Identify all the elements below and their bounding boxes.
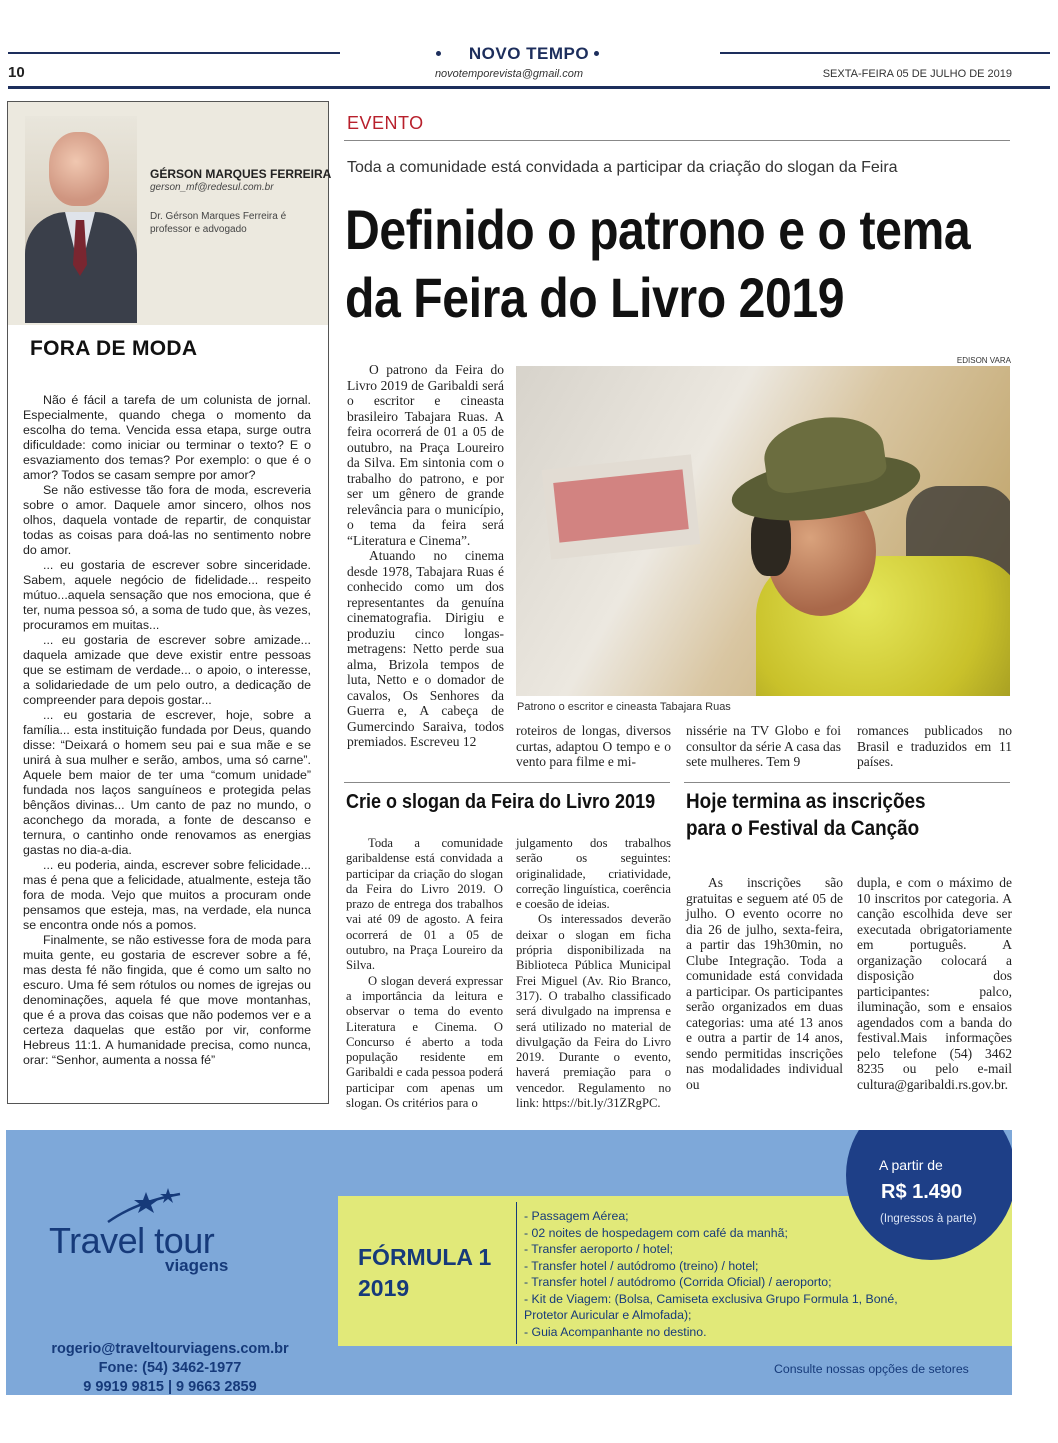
slogan-column-1 xyxy=(346,836,503,1111)
author-photo xyxy=(25,116,137,323)
photo-credit: EDISON VARA xyxy=(956,356,1011,365)
column-title: FORA DE MODA xyxy=(30,337,198,360)
article-column-3 xyxy=(686,723,841,770)
ad-mobiles: 9 9919 9815 | 9 9663 2859 xyxy=(83,1379,257,1395)
slogan-paragraph: O slogan deverá expressar a importância da leitura e observar o tema do evento Literatura e Cinema. O Concurso é aberto a toda população residente em Garibaldi e cada pessoa poderá participar com apenas um slogan. Os critérios para o xyxy=(346,973,503,1111)
paper-email: novotemporevista@gmail.com xyxy=(434,68,584,80)
ad-logo-sub: viagens xyxy=(165,1256,229,1275)
column-paragraph: ... eu gostaria de escrever sobre amizade... daquela amizade que deve existir entre pessoas que se estimam de verdade... o apoio, o interesse, a solidariedade de um pelo outro, a dedicação de compreender para depois gostar... xyxy=(23,633,311,707)
ad-package-list xyxy=(524,1208,898,1340)
ad-contact xyxy=(30,1340,310,1395)
ad-package-item: - Kit de Viagem: (Bolsa, Camiseta exclusiva Grupo Formula 1, Boné, xyxy=(524,1291,898,1306)
headline-line-2: da Feira do Livro 2019 xyxy=(345,266,845,329)
article-subhead: Toda a comunidade está convidada a participar da criação do slogan da Feira xyxy=(347,159,898,176)
author-email: gerson_mf@redesul.com.br xyxy=(150,182,274,193)
ad-package-item: - Passagem Aérea; xyxy=(524,1209,629,1223)
patron-photo xyxy=(516,366,1010,696)
ad-package-item: - Transfer hotel / autódromo (treino) / hotel; xyxy=(524,1258,759,1273)
headline-line-1: Definido o patrono e o tema xyxy=(345,198,971,261)
author-name: GÉRSON MARQUES FERREIRA xyxy=(150,167,332,181)
column-paragraph: Finalmente, se não estivesse fora de moda para muita gente, eu gostaria de escrever sobre a fé, mas desta fé não fingida, que é como um salto no escuro. Uma fé sem rótulos ou nomes de igrejas ou denominações, aquela fé que move montanhas, que é a prova das coisas que não podemos ver e a certeza daquelas que estão por vir, conforme Hebreus 11:1. A humanidade precisa, como nunca, orar: “Senhor, aumenta a nossa fé” xyxy=(23,933,311,1067)
festival-paragraph: As inscrições são gratuitas e seguem até 05 de julho. O evento ocorre no dia 26 de julho, sexta-feira, a partir das 19h30min, no Clube Integração. Toda a comunidade está convidada a participar. Os participantes serão organizados em duas categorias: uma até 13 anos e outra a partir de 14 anos, sendo permitidas inscrições nas modalidades individual ou xyxy=(686,875,843,1092)
slogan-column-2 xyxy=(516,836,671,1111)
article-paragraph: romances publicados no Brasil e traduzidos em 11 países. xyxy=(857,723,1012,769)
festival-rule xyxy=(684,782,1010,783)
ad-formula-line-1: FÓRMULA 1 xyxy=(358,1244,492,1270)
ad-footer-note: Consulte nossas opções de setores xyxy=(774,1362,969,1376)
slogan-title: Crie o slogan da Feira do Livro 2019 xyxy=(346,791,656,813)
author-head xyxy=(49,132,109,206)
ad-logo-main: Travel tour xyxy=(49,1220,215,1261)
ad-package-item: - Guia Acompanhante no destino. xyxy=(524,1324,707,1339)
ad-package-item: - Transfer hotel / autódromo (Corrida Oficial) / aeroporto; xyxy=(524,1275,832,1289)
photo-caption: Patrono o escritor e cineasta Tabajara Ruas xyxy=(517,701,731,713)
article-paragraph: roteiros de longas, diversos curtas, adaptou O tempo e o vento para filme e mi- xyxy=(516,723,671,769)
festival-title xyxy=(686,788,926,842)
festival-title-line-2: para o Festival da Canção xyxy=(686,817,920,840)
ad-package-item: - Transfer aeroporto / hotel; xyxy=(524,1242,674,1256)
slogan-rule xyxy=(344,782,670,783)
article-paragraph: O patrono da Feira do Livro 2019 de Garibaldi será o escritor e cineasta brasileiro Tabajara Ruas. A feira ocorrerá de 01 a 05 de outubro, na Praça Loureiro da Silva. Em sintonia com o trabalho do patrono, e por ser um gênero de grande relevância para o município, o tema da feira será “Literatura e Cinema”. xyxy=(347,362,504,548)
article-paragraph: Atuando no cinema desde 1978, Tabajara Ruas é conhecido como um dos representantes da genuína cinematografia. Dirigiu e produziu cinco longas-metragens: Netto perde sua alma, Brizola tempos de luta, Netto e o domador de cavalos, Os Senhores da Guerra e, A cabeça de Gumercindo Saraiva, todos premiados. Escreveu 12 xyxy=(347,548,504,749)
paper-name: NOVO TEMPO xyxy=(468,44,590,63)
article-kicker: EVENTO xyxy=(347,113,424,133)
ad-email[interactable]: rogerio@traveltourviagens.com.br xyxy=(51,1341,289,1357)
article-paragraph: nissérie na TV Globo e foi consultor da série A casa das sete mulheres. Tem 9 xyxy=(686,723,841,769)
column-body xyxy=(23,393,311,1068)
column-paragraph: ... eu poderia, ainda, escrever sobre felicidade... mas é pena que a felicidade, atualmente, esteja tão fora de moda. Vejo que muitos a procuram onde pensamos que esteja, mas, na verdade, ela nunca se encontra onde nós a pomos. xyxy=(23,858,311,932)
festival-column-2 xyxy=(857,875,1012,1092)
ad-price-note: (Ingressos à parte) xyxy=(880,1213,977,1225)
article-column-4 xyxy=(857,723,1012,770)
ad-formula-title xyxy=(358,1242,491,1304)
author-bio: Dr. Gérson Marques Ferreira é professor e advogado xyxy=(150,211,287,235)
article-headline xyxy=(345,196,971,332)
festival-column-1 xyxy=(686,875,843,1092)
article-column-1 xyxy=(347,362,504,750)
article-column-2 xyxy=(516,723,671,770)
ad-phone: Fone: (54) 3462-1977 xyxy=(98,1360,242,1376)
page-date: SEXTA-FEIRA 05 DE JULHO DE 2019 xyxy=(822,68,1012,80)
ad-formula-line-2: 2019 xyxy=(358,1275,410,1301)
ad-package-item: Protetor Auricular e Almofada); xyxy=(524,1308,692,1322)
column-paragraph: ... eu gostaria de escrever, hoje, sobre a família... esta instituição fundada por Deus, quando disse: “Deixará o homem seu pai e sua mãe e se unirá à sua mulher e serão, ambos, uma só carne”. Aquele bem maior de ter uma “comum unidade” fundada nos laços sanguíneos e protegida pelas bênçãos divinas... Um canto de paz no mundo, o aconchego da morada, a fonte de descanso e ternura, o cantinho onde renovamos as energias gastas no dia-a-dia. xyxy=(23,708,311,857)
column-paragraph: Se não estivesse tão fora de moda, escreveria sobre o amor. Daquele amor sincero, olhos nos olhos, daquela vontade de repartir, de conquistar todas as coisas para doá-las no sentimento nobre do amor. xyxy=(23,483,311,557)
column-paragraph: Não é fácil a tarefa de um colunista de jornal. Especialmente, quando chega o momento da escolha do tema. Vencida essa etapa, surge outra dificuldade: como iniciar ou terminar o texto? E o esvaziamento dos temas? Por exemplo: o que é o amor? Todos se casam sempre por amor? xyxy=(23,393,311,482)
ad-divider xyxy=(516,1202,517,1344)
ad-price: R$ 1.490 xyxy=(881,1181,963,1203)
kicker-rule xyxy=(344,140,1010,141)
travel-ad[interactable] xyxy=(6,1130,1012,1395)
ad-price-prefix: A partir de xyxy=(879,1157,943,1173)
slogan-paragraph: Toda a comunidade garibaldense está convidada a participar da criação do slogan da Feira do Livro 2019. O prazo de entrega dos trabalhos vai até 09 de agosto. A feira ocorrerá de 01 a 05 de outubro, na Praça Loureiro da Silva. xyxy=(346,836,503,973)
ad-package-item: - 02 noites de hospedagem com café da manhã; xyxy=(524,1225,788,1240)
festival-paragraph: dupla, e com o máximo de 10 inscritos por categoria. A canção escolhida deve ser executada obrigatoriamente em português. A organização colocará a disposição dos participantes: palco, iluminação, som e ensaios agendados com a banda do festival.Mais informações pelo telefone (54) 3462 8235 ou pelo e-mail cultura@garibaldi.rs.gov.br. xyxy=(857,875,1012,1092)
header-rule-bottom xyxy=(8,86,1050,89)
slogan-paragraph: julgamento dos trabalhos serão os seguintes: originalidade, criatividade, correção linguística, coerência e coesão de ideias. xyxy=(516,836,671,912)
column-paragraph: ... eu gostaria de escrever sobre sinceridade. Sabem, aquele negócio de fidelidade... respeito mútuo...aquela sensação que nos emociona, que é ter, numa pessoa só, a soma de tudo que, às vezes, procuramos em muitas... xyxy=(23,558,311,632)
page-number: 10 xyxy=(8,64,25,81)
festival-title-line-1: Hoje termina as inscrições xyxy=(686,790,926,813)
slogan-paragraph: Os interessados deverão deixar o slogan em ficha própria disponibilizada na Biblioteca Pública Municipal Frei Miguel (Av. Rio Branco, 317). O trabalho classificado será divulgado na imprensa e será utilizado no material de divulgação da Feira do Livro 2019. Durante o evento, haverá premiação para o vencedor. Regulamento no link: https://bit.ly/31ZRgPC. xyxy=(516,912,671,1111)
